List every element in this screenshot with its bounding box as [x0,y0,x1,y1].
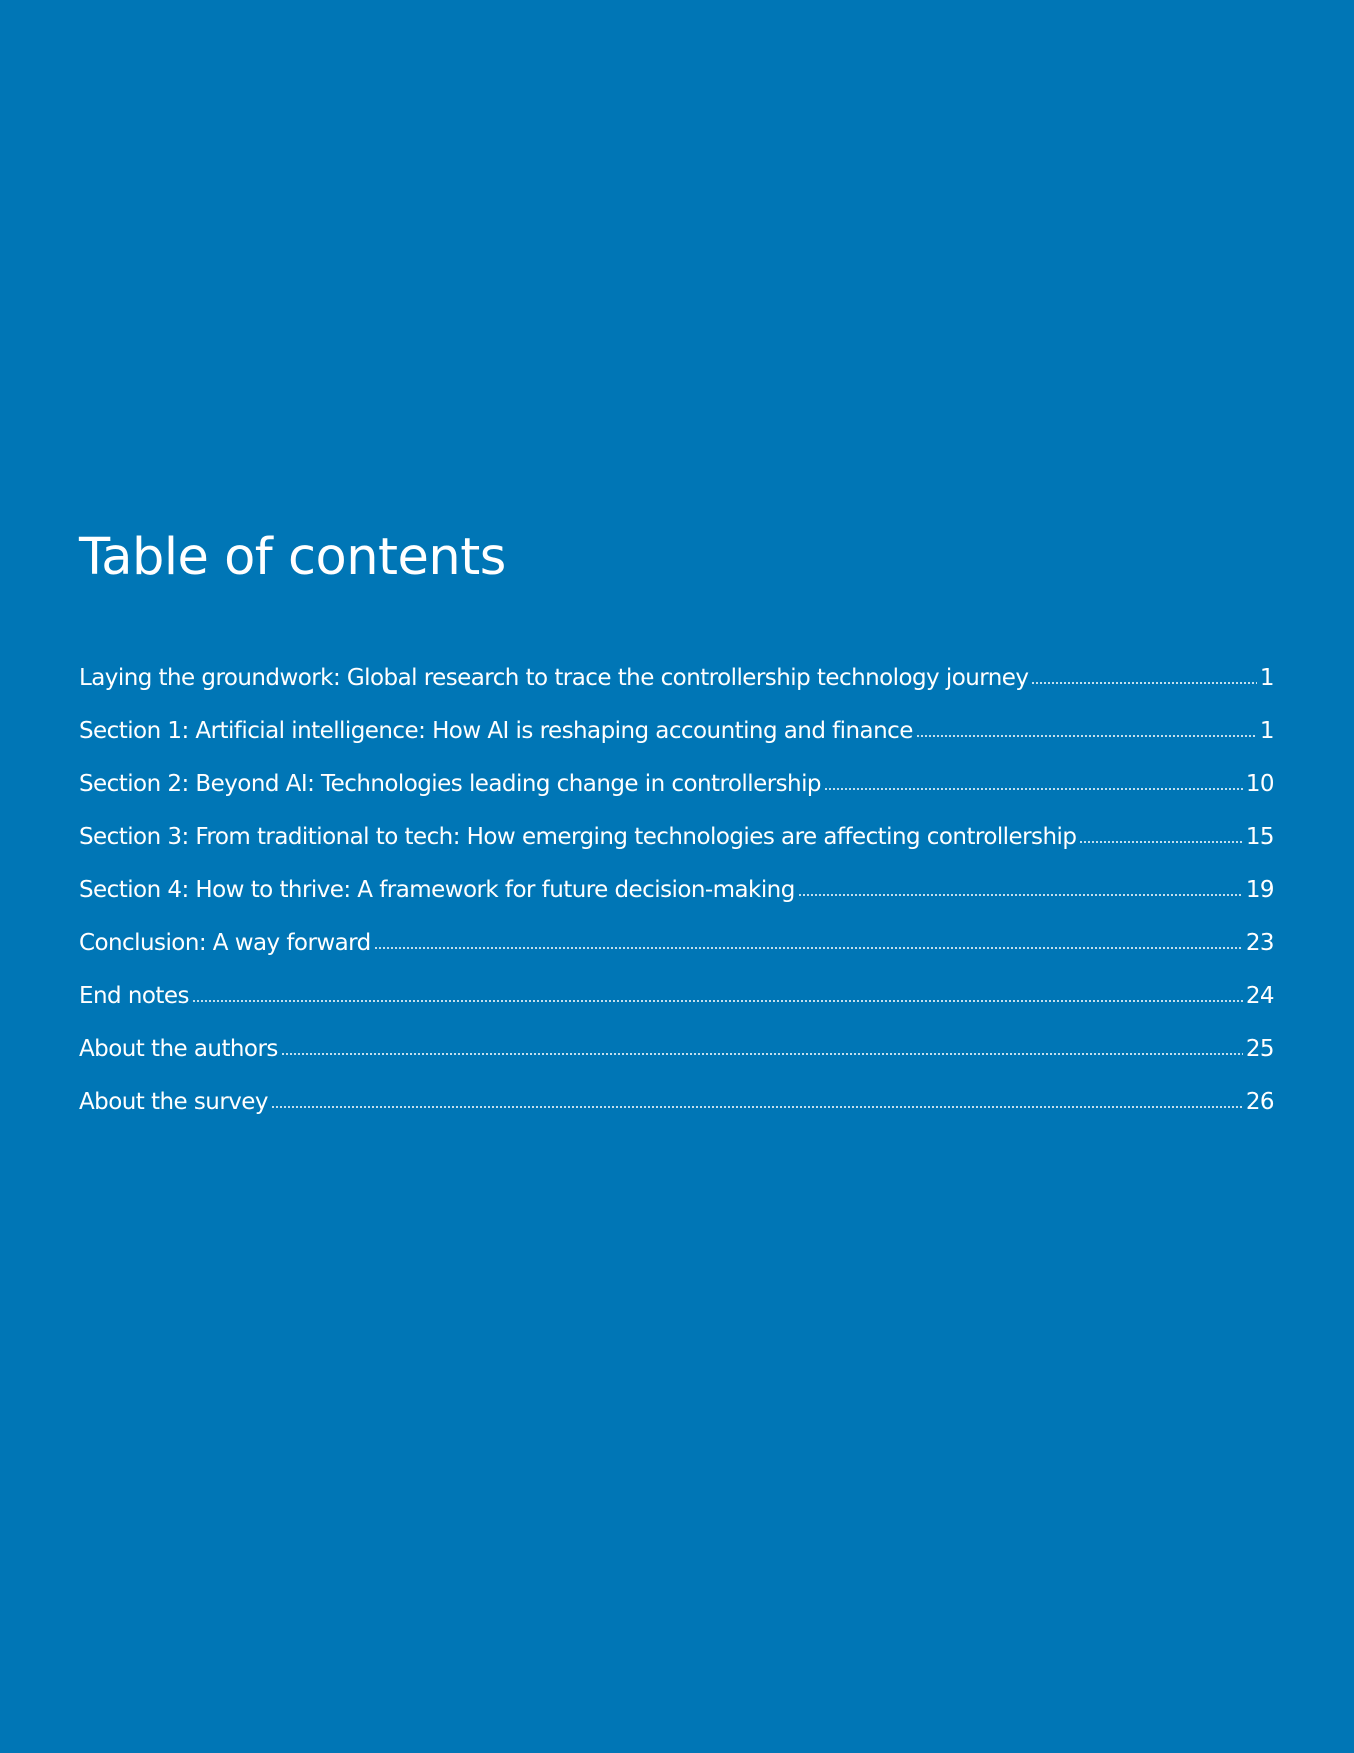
toc-entry-page-number: 23 [1245,930,1274,956]
toc-entry-page-number: 10 [1245,771,1274,797]
toc-entry-section-1[interactable] [79,711,1274,764]
dot-leader [281,1053,1243,1055]
toc-entry-label: End notes [79,983,189,1009]
dot-leader [798,894,1243,896]
toc-entry-label: Laying the groundwork: Global research to trace the controllership technology journey [79,665,1029,691]
toc-entry-page-number: 1 [1259,665,1274,691]
toc-entry-section-2[interactable] [79,764,1274,817]
dot-leader [374,947,1243,949]
toc-entry-label: Section 2: Beyond AI: Technologies leading change in controllership [79,771,821,797]
toc-entry-label: About the authors [79,1036,278,1062]
table-of-contents [79,520,1274,1115]
toc-entry-conclusion[interactable] [79,923,1274,976]
toc-entry-about-survey[interactable] [79,1082,1274,1135]
toc-entry-label: About the survey [79,1089,268,1115]
toc-entry-page-number: 24 [1245,983,1274,1009]
toc-entry-label: Section 3: From traditional to tech: How emerging technologies are affecting controllership [79,824,1077,850]
toc-entry-section-4[interactable] [79,870,1274,923]
toc-entry-end-notes[interactable] [79,976,1274,1029]
toc-entry-page-number: 19 [1245,877,1274,903]
dot-leader [271,1106,1243,1108]
page-title: Table of contents [79,528,506,587]
toc-entry-label: Conclusion: A way forward [79,930,371,956]
toc-entry-groundwork[interactable] [79,658,1274,711]
dot-leader [192,1000,1243,1002]
toc-entry-section-3[interactable] [79,817,1274,870]
toc-entry-label: Section 1: Artificial intelligence: How AI is reshaping accounting and finance [79,718,913,744]
dot-leader [824,788,1243,790]
dot-leader [1031,682,1256,684]
toc-entry-page-number: 1 [1259,718,1274,744]
toc-entry-page-number: 15 [1245,824,1274,850]
dot-leader [1079,841,1242,843]
toc-list [79,658,1274,1135]
toc-entry-page-number: 25 [1245,1036,1274,1062]
toc-entry-page-number: 26 [1245,1089,1274,1115]
toc-entry-about-authors[interactable] [79,1029,1274,1082]
dot-leader [916,735,1257,737]
toc-entry-label: Section 4: How to thrive: A framework for future decision-making [79,877,795,903]
